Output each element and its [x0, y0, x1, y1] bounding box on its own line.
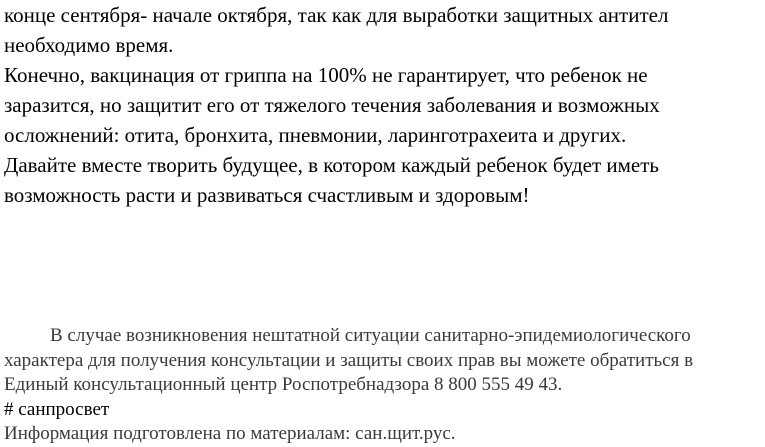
text-line: заразится, но защитит его от тяжелого течения заболевания и возможных — [4, 93, 660, 117]
main-paragraphs — [4, 0, 762, 210]
text-line: возможность расти и развиваться счастливым и здоровым! — [4, 183, 530, 207]
text-line: необходимо время. — [4, 33, 174, 57]
footer-line: Единый консультационный центр Роспотребнадзора 8 800 555 49 43. — [4, 374, 563, 395]
text-line: Конечно, вакцинация от гриппа на 100% не гарантирует, что ребенок не — [4, 63, 648, 87]
text-line: Давайте вместе творить будущее, в котором каждый ребенок будет иметь — [4, 153, 659, 177]
text-line: осложнений: отита, бронхита, пневмонии, ларинготрахеита и других. — [4, 123, 627, 147]
text-line: конце сентября- начале октября, так как для выработки защитных антител — [4, 3, 669, 27]
footer-notice — [4, 324, 762, 447]
hashtag: # санпросвет — [4, 398, 110, 420]
footer-line: В случае возникновения нештатной ситуации санитарно-эпидемиологического — [50, 325, 691, 346]
footer-line: характера для получения консультации и защиты своих прав вы можете обратиться в — [4, 349, 694, 371]
source-note: Информация подготовлена по материалам: сан.щит.рус. — [4, 423, 456, 444]
